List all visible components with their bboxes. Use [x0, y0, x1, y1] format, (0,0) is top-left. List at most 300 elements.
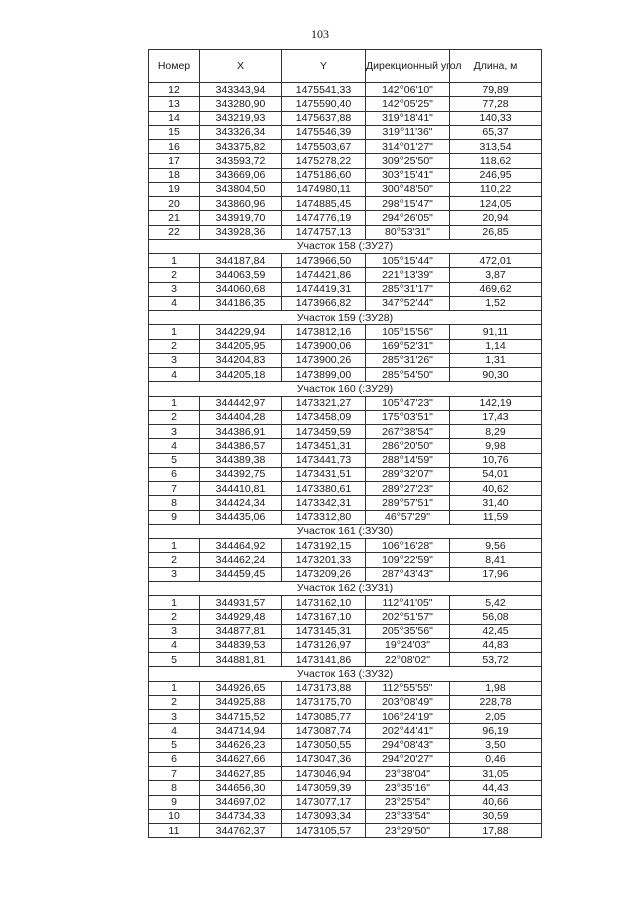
- cell-x: 344205,18: [200, 368, 282, 382]
- cell-direction-angle: 169°52'31": [366, 339, 450, 353]
- cell-y: 1473459,59: [282, 425, 366, 439]
- cell-length: 17,88: [450, 824, 542, 838]
- cell-y: 1473380,61: [282, 482, 366, 496]
- section-row: [149, 524, 542, 538]
- cell-number: 3: [149, 282, 200, 296]
- cell-length: 3,50: [450, 738, 542, 752]
- cell-number: 3: [149, 425, 200, 439]
- cell-number: 3: [149, 624, 200, 638]
- cell-length: 44,43: [450, 781, 542, 795]
- cell-number: 7: [149, 767, 200, 781]
- cell-direction-angle: 23°29'50": [366, 824, 450, 838]
- cell-number: 14: [149, 111, 200, 125]
- cell-length: 54,01: [450, 467, 542, 481]
- table-row: [149, 638, 542, 652]
- table-row: [149, 140, 542, 154]
- cell-y: 1473321,27: [282, 396, 366, 410]
- cell-y: 1473812,16: [282, 325, 366, 339]
- table-row: [149, 182, 542, 196]
- cell-direction-angle: 319°11'36": [366, 125, 450, 139]
- cell-number: 4: [149, 296, 200, 310]
- table-row: [149, 211, 542, 225]
- cell-x: 343326,34: [200, 125, 282, 139]
- cell-direction-angle: 300°48'50": [366, 182, 450, 196]
- cell-x: 343219,93: [200, 111, 282, 125]
- cell-x: 344424,34: [200, 496, 282, 510]
- table-row: [149, 410, 542, 424]
- table-row: [149, 710, 542, 724]
- cell-x: 344762,37: [200, 824, 282, 838]
- cell-x: 343343,94: [200, 83, 282, 97]
- cell-y: 1473167,10: [282, 610, 366, 624]
- cell-number: 6: [149, 467, 200, 481]
- cell-number: 5: [149, 453, 200, 467]
- cell-number: 21: [149, 211, 200, 225]
- cell-length: 313,54: [450, 140, 542, 154]
- cell-x: 343919,70: [200, 211, 282, 225]
- cell-direction-angle: 112°55'55": [366, 681, 450, 695]
- cell-y: 1473175,70: [282, 695, 366, 709]
- table-row: [149, 254, 542, 268]
- header-row: [149, 50, 542, 83]
- cell-y: 1473458,09: [282, 410, 366, 424]
- cell-length: 26,85: [450, 225, 542, 239]
- cell-y: 1474419,31: [282, 282, 366, 296]
- section-title: Участок 161 (:ЗУ30): [149, 524, 542, 538]
- cell-length: 110,22: [450, 182, 542, 196]
- cell-direction-angle: 46°57'29": [366, 510, 450, 524]
- cell-length: 42,45: [450, 624, 542, 638]
- cell-length: 246,95: [450, 168, 542, 182]
- cell-y: 1473209,26: [282, 567, 366, 581]
- cell-y: 1473431,51: [282, 467, 366, 481]
- cell-y: 1473451,31: [282, 439, 366, 453]
- table-row: [149, 695, 542, 709]
- cell-length: 1,98: [450, 681, 542, 695]
- cell-y: 1473126,97: [282, 638, 366, 652]
- cell-number: 19: [149, 182, 200, 196]
- cell-number: 12: [149, 83, 200, 97]
- cell-x: 344229,94: [200, 325, 282, 339]
- cell-x: 344063,59: [200, 268, 282, 282]
- cell-length: 3,87: [450, 268, 542, 282]
- cell-y: 1473077,17: [282, 795, 366, 809]
- cell-y: 1473899,00: [282, 368, 366, 382]
- cell-number: 2: [149, 268, 200, 282]
- cell-x: 344435,06: [200, 510, 282, 524]
- table-row: [149, 496, 542, 510]
- cell-length: 0,46: [450, 752, 542, 766]
- section-row: [149, 239, 542, 253]
- cell-length: 140,33: [450, 111, 542, 125]
- cell-length: 40,66: [450, 795, 542, 809]
- header-x: X: [200, 50, 282, 83]
- cell-length: 11,59: [450, 510, 542, 524]
- cell-number: 2: [149, 410, 200, 424]
- cell-number: 3: [149, 353, 200, 367]
- cell-length: 44,83: [450, 638, 542, 652]
- cell-y: 1473192,15: [282, 539, 366, 553]
- cell-length: 8,41: [450, 553, 542, 567]
- cell-number: 15: [149, 125, 200, 139]
- cell-direction-angle: 109°22'59": [366, 553, 450, 567]
- section-title: Участок 163 (:ЗУ32): [149, 667, 542, 681]
- cell-direction-angle: 285°31'26": [366, 353, 450, 367]
- cell-direction-angle: 80°53'31": [366, 225, 450, 239]
- cell-length: 2,05: [450, 710, 542, 724]
- cell-length: 142,19: [450, 396, 542, 410]
- cell-number: 11: [149, 824, 200, 838]
- cell-direction-angle: 314°01'27": [366, 140, 450, 154]
- cell-direction-angle: 23°35'16": [366, 781, 450, 795]
- section-row: [149, 581, 542, 595]
- cell-x: 344656,30: [200, 781, 282, 795]
- cell-direction-angle: 286°20'50": [366, 439, 450, 453]
- cell-y: 1475278,22: [282, 154, 366, 168]
- cell-x: 343280,90: [200, 97, 282, 111]
- cell-y: 1473046,94: [282, 767, 366, 781]
- cell-direction-angle: 23°38'04": [366, 767, 450, 781]
- cell-direction-angle: 105°15'56": [366, 325, 450, 339]
- cell-y: 1473201,33: [282, 553, 366, 567]
- cell-direction-angle: 23°25'54": [366, 795, 450, 809]
- table-row: [149, 225, 542, 239]
- cell-y: 1473966,50: [282, 254, 366, 268]
- table-row: [149, 282, 542, 296]
- cell-x: 344877,81: [200, 624, 282, 638]
- section-title: Участок 158 (:ЗУ27): [149, 239, 542, 253]
- table-row: [149, 111, 542, 125]
- cell-length: 91,11: [450, 325, 542, 339]
- table-row: [149, 553, 542, 567]
- cell-number: 22: [149, 225, 200, 239]
- cell-number: 1: [149, 596, 200, 610]
- cell-number: 16: [149, 140, 200, 154]
- cell-length: 53,72: [450, 653, 542, 667]
- table-body: [149, 83, 542, 838]
- cell-direction-angle: 289°27'23": [366, 482, 450, 496]
- cell-number: 13: [149, 97, 200, 111]
- cell-number: 10: [149, 809, 200, 823]
- table-row: [149, 596, 542, 610]
- cell-direction-angle: 298°15'47": [366, 197, 450, 211]
- cell-number: 1: [149, 396, 200, 410]
- cell-y: 1474757,13: [282, 225, 366, 239]
- table-row: [149, 767, 542, 781]
- cell-number: 3: [149, 710, 200, 724]
- table-row: [149, 125, 542, 139]
- cell-number: 2: [149, 695, 200, 709]
- cell-y: 1473105,57: [282, 824, 366, 838]
- cell-direction-angle: 203°08'49": [366, 695, 450, 709]
- cell-x: 344404,28: [200, 410, 282, 424]
- cell-y: 1473312,80: [282, 510, 366, 524]
- cell-y: 1473162,10: [282, 596, 366, 610]
- cell-length: 56,08: [450, 610, 542, 624]
- table-row: [149, 781, 542, 795]
- cell-direction-angle: 267°38'54": [366, 425, 450, 439]
- cell-number: 1: [149, 254, 200, 268]
- cell-number: 5: [149, 653, 200, 667]
- cell-number: 4: [149, 368, 200, 382]
- cell-x: 344697,02: [200, 795, 282, 809]
- cell-length: 8,29: [450, 425, 542, 439]
- table-row: [149, 624, 542, 638]
- cell-y: 1473966,82: [282, 296, 366, 310]
- cell-number: 18: [149, 168, 200, 182]
- table-row: [149, 325, 542, 339]
- table-row: [149, 197, 542, 211]
- table-row: [149, 296, 542, 310]
- cell-number: 6: [149, 752, 200, 766]
- cell-y: 1473173,88: [282, 681, 366, 695]
- section-row: [149, 667, 542, 681]
- cell-direction-angle: 288°14'59": [366, 453, 450, 467]
- cell-number: 9: [149, 795, 200, 809]
- table-row: [149, 154, 542, 168]
- cell-direction-angle: 23°33'54": [366, 809, 450, 823]
- cell-number: 7: [149, 482, 200, 496]
- cell-length: 17,96: [450, 567, 542, 581]
- table-row: [149, 795, 542, 809]
- cell-length: 469,62: [450, 282, 542, 296]
- section-title: Участок 160 (:ЗУ29): [149, 382, 542, 396]
- cell-direction-angle: 22°08'02": [366, 653, 450, 667]
- cell-x: 344204,83: [200, 353, 282, 367]
- cell-direction-angle: 175°03'51": [366, 410, 450, 424]
- cell-x: 344715,52: [200, 710, 282, 724]
- cell-x: 343669,06: [200, 168, 282, 182]
- cell-direction-angle: 285°54'50": [366, 368, 450, 382]
- cell-direction-angle: 285°31'17": [366, 282, 450, 296]
- cell-direction-angle: 202°51'57": [366, 610, 450, 624]
- cell-x: 344627,85: [200, 767, 282, 781]
- cell-y: 1475541,33: [282, 83, 366, 97]
- cell-direction-angle: 19°24'03": [366, 638, 450, 652]
- cell-x: 344462,24: [200, 553, 282, 567]
- cell-number: 2: [149, 610, 200, 624]
- cell-length: 1,14: [450, 339, 542, 353]
- table-row: [149, 439, 542, 453]
- cell-number: 4: [149, 724, 200, 738]
- cell-length: 118,62: [450, 154, 542, 168]
- cell-number: 4: [149, 638, 200, 652]
- cell-length: 40,62: [450, 482, 542, 496]
- table-row: [149, 453, 542, 467]
- cell-number: 2: [149, 553, 200, 567]
- table-row: [149, 610, 542, 624]
- cell-y: 1475590,40: [282, 97, 366, 111]
- cell-direction-angle: 105°47'23": [366, 396, 450, 410]
- cell-x: 344627,66: [200, 752, 282, 766]
- cell-length: 1,52: [450, 296, 542, 310]
- cell-y: 1474776,19: [282, 211, 366, 225]
- cell-length: 9,98: [450, 439, 542, 453]
- table-row: [149, 567, 542, 581]
- cell-x: 344459,45: [200, 567, 282, 581]
- section-row: [149, 382, 542, 396]
- cell-length: 5,42: [450, 596, 542, 610]
- cell-y: 1474885,45: [282, 197, 366, 211]
- cell-y: 1475503,67: [282, 140, 366, 154]
- cell-y: 1475186,60: [282, 168, 366, 182]
- cell-y: 1473047,36: [282, 752, 366, 766]
- table-row: [149, 482, 542, 496]
- cell-direction-angle: 142°06'10": [366, 83, 450, 97]
- cell-length: 1,31: [450, 353, 542, 367]
- table-row: [149, 681, 542, 695]
- cell-direction-angle: 142°05'25": [366, 97, 450, 111]
- table-row: [149, 339, 542, 353]
- cell-x: 343804,50: [200, 182, 282, 196]
- table-row: [149, 396, 542, 410]
- cell-x: 344925,88: [200, 695, 282, 709]
- cell-number: 4: [149, 439, 200, 453]
- cell-length: 17,43: [450, 410, 542, 424]
- table-row: [149, 353, 542, 367]
- coordinates-table: [148, 49, 542, 838]
- cell-direction-angle: 106°16'28": [366, 539, 450, 553]
- cell-length: 20,94: [450, 211, 542, 225]
- cell-direction-angle: 294°26'05": [366, 211, 450, 225]
- cell-number: 3: [149, 567, 200, 581]
- table-row: [149, 824, 542, 838]
- cell-length: 79,89: [450, 83, 542, 97]
- cell-number: 20: [149, 197, 200, 211]
- cell-y: 1474421,86: [282, 268, 366, 282]
- cell-y: 1473342,31: [282, 496, 366, 510]
- cell-number: 2: [149, 339, 200, 353]
- cell-y: 1473441,73: [282, 453, 366, 467]
- table-row: [149, 724, 542, 738]
- table-row: [149, 83, 542, 97]
- cell-number: 1: [149, 681, 200, 695]
- cell-x: 344187,84: [200, 254, 282, 268]
- cell-number: 1: [149, 325, 200, 339]
- cell-x: 344442,97: [200, 396, 282, 410]
- cell-y: 1474980,11: [282, 182, 366, 196]
- cell-direction-angle: 202°44'41": [366, 724, 450, 738]
- cell-direction-angle: 309°25'50": [366, 154, 450, 168]
- cell-length: 31,05: [450, 767, 542, 781]
- cell-direction-angle: 112°41'05": [366, 596, 450, 610]
- cell-direction-angle: 347°52'44": [366, 296, 450, 310]
- cell-x: 344386,57: [200, 439, 282, 453]
- cell-y: 1475546,39: [282, 125, 366, 139]
- cell-direction-angle: 294°08'43": [366, 738, 450, 752]
- cell-length: 124,05: [450, 197, 542, 211]
- cell-length: 31,40: [450, 496, 542, 510]
- cell-length: 10,76: [450, 453, 542, 467]
- cell-x: 344714,94: [200, 724, 282, 738]
- table-row: [149, 168, 542, 182]
- cell-y: 1473900,26: [282, 353, 366, 367]
- section-row: [149, 311, 542, 325]
- cell-direction-angle: 289°32'07": [366, 467, 450, 481]
- cell-x: 344205,95: [200, 339, 282, 353]
- table-row: [149, 97, 542, 111]
- cell-x: 343593,72: [200, 154, 282, 168]
- cell-x: 344839,53: [200, 638, 282, 652]
- cell-x: 343928,36: [200, 225, 282, 239]
- section-title: Участок 162 (:ЗУ31): [149, 581, 542, 595]
- header-direction-angle: Дирекционный угол: [366, 50, 450, 83]
- table-row: [149, 809, 542, 823]
- cell-direction-angle: 303°15'41": [366, 168, 450, 182]
- cell-number: 5: [149, 738, 200, 752]
- cell-x: 344626,23: [200, 738, 282, 752]
- cell-y: 1473145,31: [282, 624, 366, 638]
- cell-direction-angle: 106°24'19": [366, 710, 450, 724]
- cell-direction-angle: 289°57'51": [366, 496, 450, 510]
- cell-number: 8: [149, 496, 200, 510]
- table-header: [149, 50, 542, 83]
- cell-length: 9,56: [450, 539, 542, 553]
- cell-direction-angle: 205°35'56": [366, 624, 450, 638]
- table-row: [149, 738, 542, 752]
- cell-x: 344410,81: [200, 482, 282, 496]
- table-row: [149, 510, 542, 524]
- table-row: [149, 368, 542, 382]
- page-number: 103: [311, 27, 329, 41]
- cell-x: 344392,75: [200, 467, 282, 481]
- header-number: Номер: [149, 50, 200, 83]
- cell-x: 344186,35: [200, 296, 282, 310]
- cell-length: 30,59: [450, 809, 542, 823]
- cell-y: 1473087,74: [282, 724, 366, 738]
- cell-number: 9: [149, 510, 200, 524]
- cell-x: 344926,65: [200, 681, 282, 695]
- cell-number: 8: [149, 781, 200, 795]
- cell-length: 96,19: [450, 724, 542, 738]
- cell-y: 1473050,55: [282, 738, 366, 752]
- cell-x: 344060,68: [200, 282, 282, 296]
- cell-y: 1473141,86: [282, 653, 366, 667]
- table-row: [149, 539, 542, 553]
- cell-x: 343860,96: [200, 197, 282, 211]
- cell-x: 344929,48: [200, 610, 282, 624]
- cell-length: 228,78: [450, 695, 542, 709]
- cell-number: 17: [149, 154, 200, 168]
- cell-length: 77,28: [450, 97, 542, 111]
- cell-direction-angle: 287°43'43": [366, 567, 450, 581]
- cell-y: 1473900,06: [282, 339, 366, 353]
- cell-direction-angle: 294°20'27": [366, 752, 450, 766]
- cell-number: 1: [149, 539, 200, 553]
- cell-x: 343375,82: [200, 140, 282, 154]
- table-row: [149, 425, 542, 439]
- header-length: Длина, м: [450, 50, 542, 83]
- cell-direction-angle: 221°13'39": [366, 268, 450, 282]
- cell-y: 1473085,77: [282, 710, 366, 724]
- table-row: [149, 752, 542, 766]
- cell-x: 344881,81: [200, 653, 282, 667]
- cell-x: 344386,91: [200, 425, 282, 439]
- table-row: [149, 653, 542, 667]
- cell-direction-angle: 105°15'44": [366, 254, 450, 268]
- cell-x: 344931,57: [200, 596, 282, 610]
- cell-length: 65,37: [450, 125, 542, 139]
- cell-x: 344734,33: [200, 809, 282, 823]
- cell-y: 1475637,88: [282, 111, 366, 125]
- table-row: [149, 467, 542, 481]
- cell-y: 1473093,34: [282, 809, 366, 823]
- cell-x: 344389,38: [200, 453, 282, 467]
- header-y: Y: [282, 50, 366, 83]
- cell-length: 472,01: [450, 254, 542, 268]
- cell-x: 344464,92: [200, 539, 282, 553]
- cell-length: 90,30: [450, 368, 542, 382]
